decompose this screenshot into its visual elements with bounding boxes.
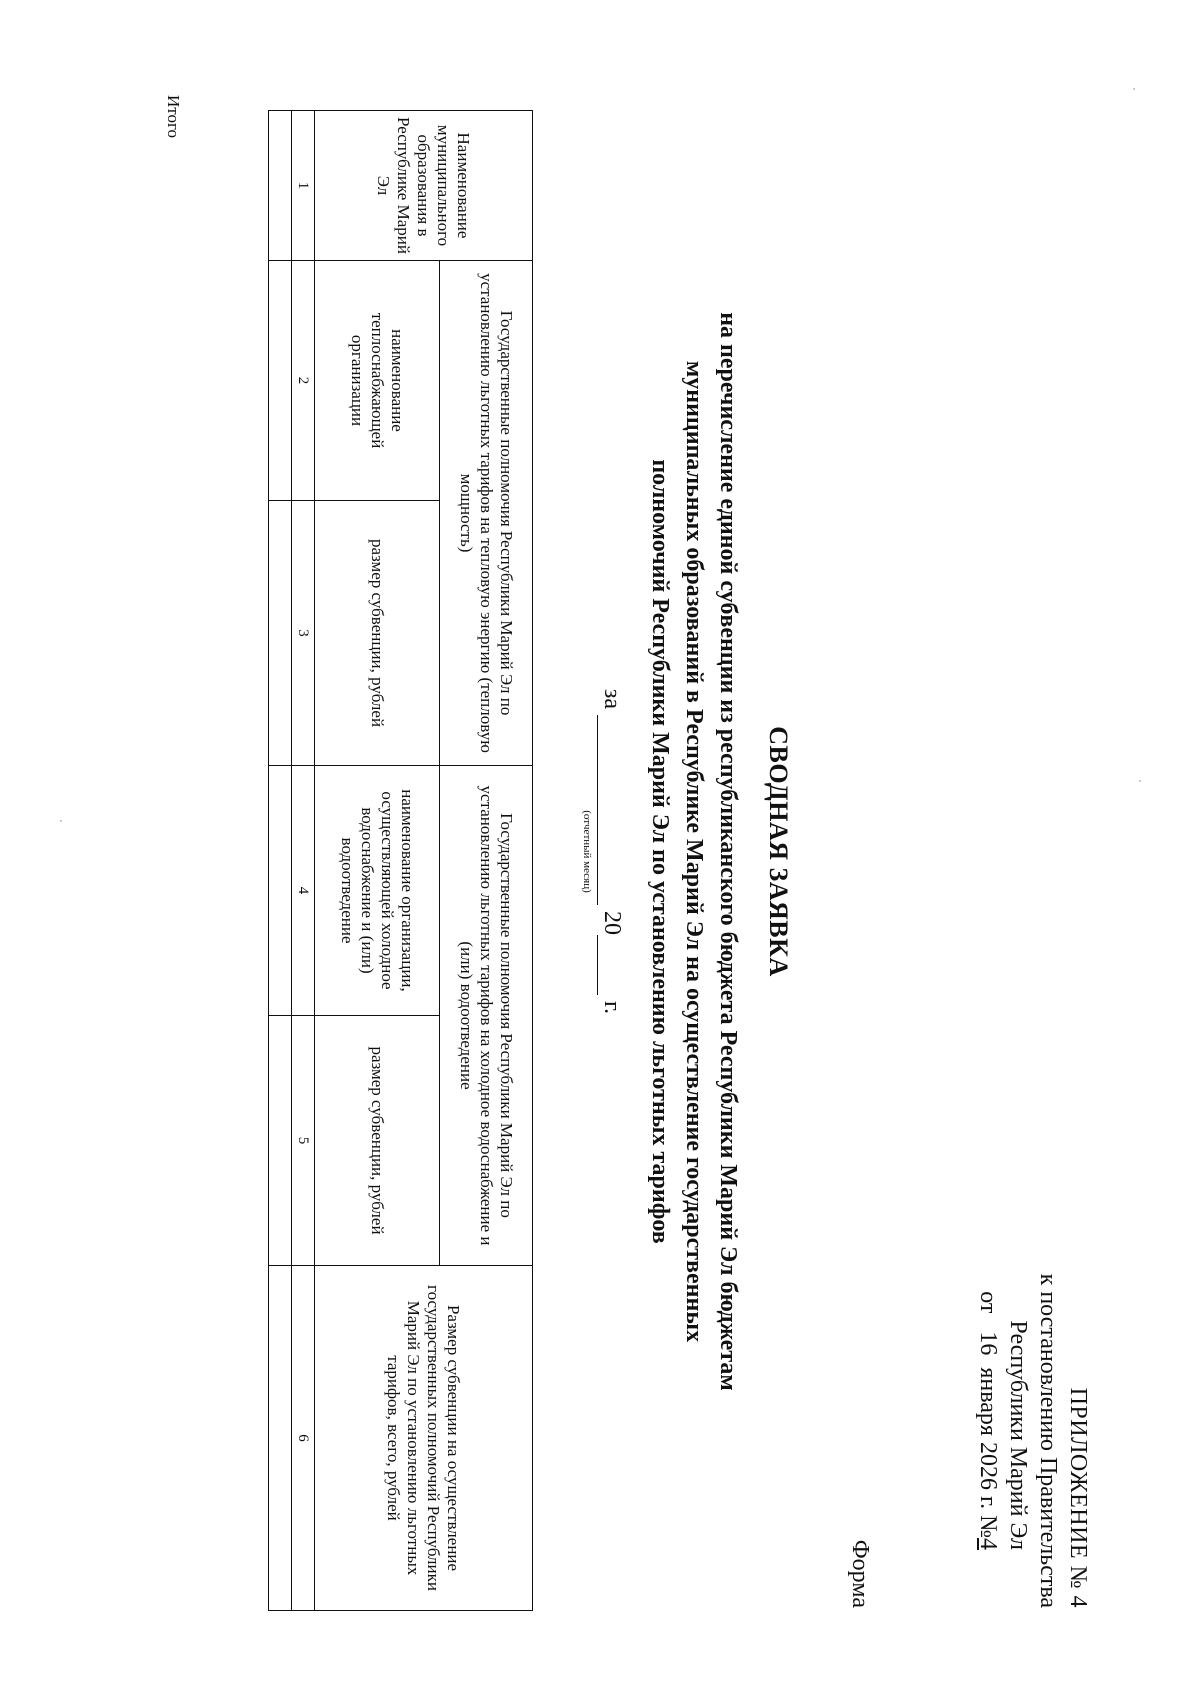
table-cell — [269, 501, 292, 766]
column-number: 3 — [292, 501, 315, 766]
subvention-table — [268, 110, 533, 1611]
appendix-date — [973, 95, 1003, 1608]
group-heat-header: Государственные полномочия Республики Марий Эл по установлению льготных тарифов на тепловую энергию (тепловую мощность) — [440, 261, 533, 766]
column-number: 1 — [292, 111, 315, 261]
date-number: 4 — [975, 1538, 1001, 1550]
table-cell — [269, 111, 292, 261]
year-prefix: 20 — [599, 911, 625, 935]
total-label: Итого — [164, 95, 183, 139]
col-heat-subvention-header: размер субвенции, рублей — [315, 501, 440, 766]
year-blank — [597, 935, 625, 995]
column-number-row — [292, 111, 315, 1611]
col-municipality-header: Наименование муниципального образования в Республике Марий Эл — [315, 111, 533, 261]
group-water-header: Государственные полномочия Республики Марий Эл по установлению льготных тарифов на холодное водоснабжение и (или) водоотведение — [440, 766, 533, 1266]
column-number: 4 — [292, 766, 315, 1016]
table-cell — [269, 766, 292, 1016]
date-day: 16 — [975, 1331, 1001, 1356]
table-cell — [269, 261, 292, 501]
form-label: Форма — [847, 1539, 873, 1608]
scan-speck — [1139, 780, 1141, 782]
document-subtitle — [643, 95, 745, 1608]
appendix-number: ПРИЛОЖЕНИЕ № 4 — [1065, 1387, 1091, 1608]
column-number: 6 — [292, 1266, 315, 1611]
subtitle-line: муниципальных образований в Республике Марий Эл на осуществление государственных — [681, 360, 707, 1343]
column-number: 2 — [292, 261, 315, 501]
col-total-subvention-header: Размер субвенции на осуществление государственных полномочий Республики Марий Эл по установлению льготных тарифов, всего, рублей — [315, 1266, 533, 1611]
col-heat-organization-header: наименование теплоснабжающей организации — [315, 261, 440, 501]
scan-speck — [1133, 88, 1135, 90]
document-title: СВОДНАЯ ЗАЯВКА — [764, 726, 793, 977]
period-hint: (отчетный месяц) — [581, 810, 593, 893]
rotated-form — [93, 95, 1093, 1608]
subtitle-line: на перечисление единой субвенции из республиканского бюджета Республики Марий Эл бюджетам — [715, 312, 741, 1391]
table-cell — [269, 1266, 292, 1611]
col-water-organization-header: наименование организации, осуществляющей холодное водоснабжение и (или) водоотведение — [315, 766, 440, 1016]
period-suffix: г. — [599, 1001, 625, 1015]
appendix-government: Республики Марий Эл — [1005, 1320, 1031, 1550]
table-cell — [269, 1016, 292, 1266]
date-rest: января 2026 г. № — [975, 1367, 1001, 1538]
approval-block — [973, 95, 1093, 1608]
col-water-subvention-header: размер субвенции, рублей — [315, 1016, 440, 1266]
period-prefix: за — [599, 688, 625, 709]
reporting-period — [597, 95, 625, 1608]
scan-speck — [60, 820, 62, 822]
subtitle-line: полномочий Республики Марий Эл по установлению льготных тарифов — [647, 459, 673, 1244]
column-number: 5 — [292, 1016, 315, 1266]
table-row — [269, 111, 292, 1611]
date-prefix: от — [975, 1291, 1001, 1314]
appendix-resolution: к постановлению Правительства — [1035, 1273, 1061, 1608]
month-blank — [597, 715, 625, 905]
table-header-row — [440, 111, 533, 1611]
